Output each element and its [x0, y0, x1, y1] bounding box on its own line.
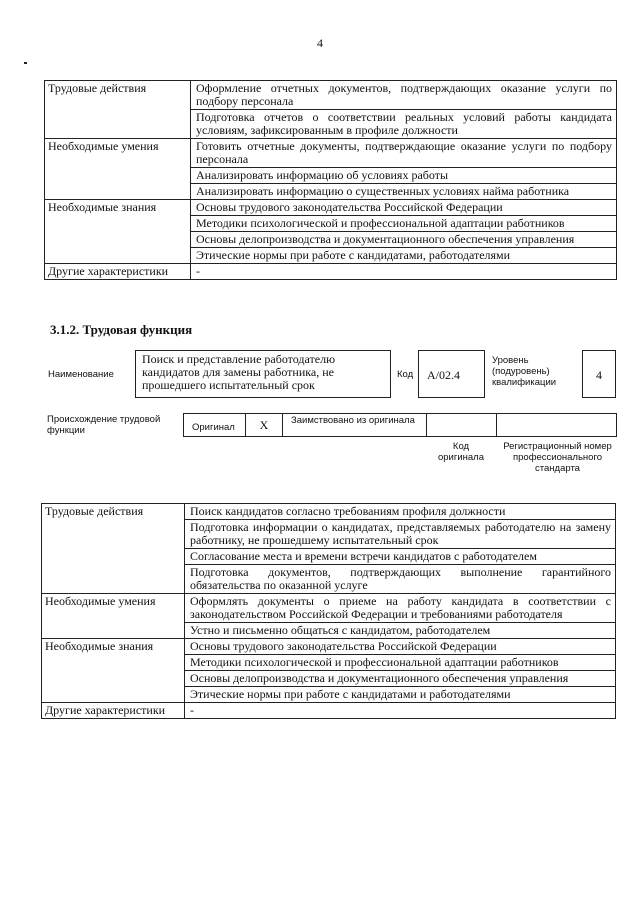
table-cell: Устно и письменно общаться с кандидатом, работодателем: [185, 623, 616, 639]
row-label: Трудовые действия: [42, 504, 185, 594]
table-cell: Подготовка информации о кандидатах, представляемых работодателю на замену работнику, не прошедшему испытательный срок: [185, 520, 616, 549]
table-row: [42, 504, 616, 520]
table-cell: Анализировать информацию о существенных условиях найма работника: [191, 184, 617, 200]
original-mark: X: [259, 418, 269, 432]
table-row: [45, 200, 617, 216]
table-cell: Оформление отчетных документов, подтверждающих оказание услуги по подбору персонала: [191, 81, 617, 110]
original-cell: [183, 413, 246, 437]
origin-label: Происхождение трудовой функции: [47, 414, 161, 436]
name-label: Наименование: [48, 369, 114, 380]
table-cell: Оформлять документы о приеме на работу кандидата в соответствии с законодательством Российской Федерации и требованиями работодателя: [185, 594, 616, 623]
borrowed-label: Заимствовано из оригинала: [291, 415, 415, 426]
table-cell: Этические нормы при работе с кандидатами, работодателями: [191, 248, 617, 264]
registration-number-cell: [496, 413, 617, 437]
table-cell: Основы трудового законодательства Российской Федерации: [191, 200, 617, 216]
table-row: [42, 639, 616, 655]
row-label: Другие характеристики: [42, 703, 185, 719]
original-mark-cell: [245, 413, 283, 437]
qualification-level: 4: [596, 368, 602, 382]
table-cell: -: [191, 264, 617, 280]
original-code-cell: [426, 413, 497, 437]
row-label: Необходимые умения: [42, 594, 185, 639]
table-row: [45, 264, 617, 280]
row-label: Необходимые умения: [45, 139, 191, 200]
page-number: 4: [317, 36, 323, 50]
requirements-table-2: [41, 503, 616, 719]
table-cell: Подготовка документов, подтверждающих выполнение гарантийного обязательства по оказанной услуге: [185, 565, 616, 594]
section-title: 3.1.2. Трудовая функция: [50, 322, 193, 337]
code-label: Код: [397, 369, 414, 380]
row-label: Необходимые знания: [42, 639, 185, 703]
table-cell: Методики психологической и профессиональной адаптации работников: [191, 216, 617, 232]
table-row: [45, 81, 617, 110]
level-box: [582, 350, 616, 398]
level-label: Уровень (подуровень) квалификации: [492, 355, 557, 388]
function-name-box: [135, 350, 391, 398]
table-cell: Основы делопроизводства и документационного обеспечения управления: [185, 671, 616, 687]
requirements-table-1: [44, 80, 617, 280]
row-label: Другие характеристики: [45, 264, 191, 280]
table-cell: Основы делопроизводства и документационного обеспечения управления: [191, 232, 617, 248]
table-cell: Основы трудового законодательства Российской Федерации: [185, 639, 616, 655]
table-cell: Анализировать информацию об условиях работы: [191, 168, 617, 184]
scan-speck: [24, 62, 27, 64]
table-cell: Поиск кандидатов согласно требованиям профиля должности: [185, 504, 616, 520]
table-cell: Этические нормы при работе с кандидатами и работодателями: [185, 687, 616, 703]
row-label: Необходимые знания: [45, 200, 191, 264]
function-name: Поиск и представление работодателю кандидатов для замены работника, не прошедшего испытательный срок: [142, 352, 336, 392]
table-row: [42, 703, 616, 719]
code-caption: Код оригинала: [437, 441, 484, 463]
table-cell: -: [185, 703, 616, 719]
table-cell: Методики психологической и профессиональной адаптации работников: [185, 655, 616, 671]
table-row: [42, 594, 616, 623]
table-cell: Подготовка отчетов о соответствии реальных условий работы кандидата условиям, зафиксированным в профиле должности: [191, 110, 617, 139]
table-cell: Готовить отчетные документы, подтверждающие оказание услуги по подбору персонала: [191, 139, 617, 168]
borrowed-cell: [282, 413, 427, 437]
function-code: A/02.4: [427, 368, 460, 382]
row-label: Трудовые действия: [45, 81, 191, 139]
table-cell: Согласование места и времени встречи кандидатов с работодателем: [185, 549, 616, 565]
table-row: [45, 139, 617, 168]
registration-caption: Регистрационный номер профессионального стандарта: [503, 441, 612, 474]
code-box: [418, 350, 485, 398]
original-label: Оригинал: [192, 422, 235, 433]
